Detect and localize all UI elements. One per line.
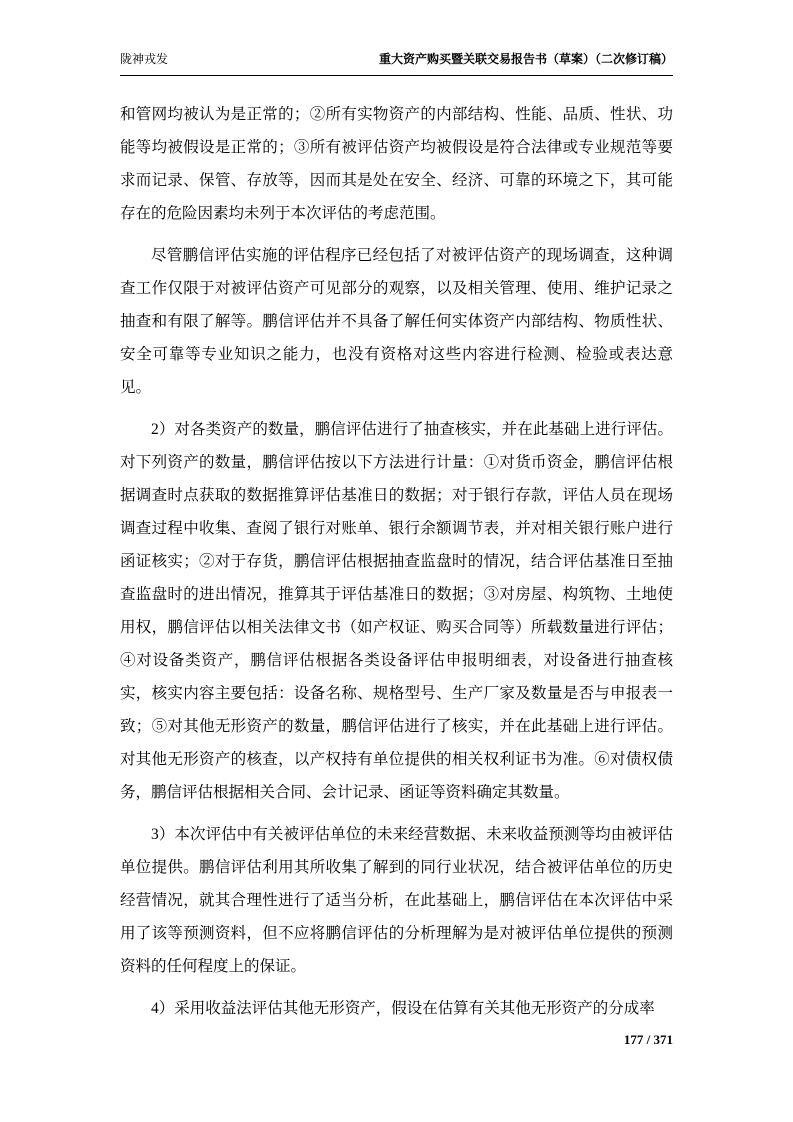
paragraph-2: 尽管鹏信评估实施的评估程序已经包括了对被评估资产的现场调查，这种调查工作仅限于对被评估资产可见部分的观察，以及相关管理、使用、维护记录之抽查和有限了解等。鹏信评估并不具备了解任何实体资产内部结构、物质性状、安全可靠等专业知识之能力，也没有资格对这些内容进行检测、检验或表达意见。 xyxy=(120,247,673,396)
page-header xyxy=(120,50,673,76)
header-report-title: 重大资产购买暨关联交易报告书（草案）（二次修订稿） xyxy=(378,52,673,66)
page-number: 177 / 371 xyxy=(623,1032,673,1047)
header-company-name: 陇神戎发 xyxy=(120,52,169,66)
page-footer xyxy=(624,1032,673,1048)
paragraph-3: 2）对各类资产的数量，鹏信评估进行了抽查核实，并在此基础上进行评估。对下列资产的数量，鹏信评估按以下方法进行计量：①对货币资金，鹏信评估根据调查时点获取的数据推算评估基准日的数据；对于银行存款，评估人员在现场调查过程中收集、查阅了银行对账单、银行余额调节表，并对相关银行账户进行函证核实；②对于存货，鹏信评估根据抽查监盘时的情况，结合评估基准日至抽查监盘时的进出情况，推算其于评估基准日的数据；③对房屋、构筑物、土地使用权，鹏信评估以相关法律文书（如产权证、购买合同等）所载数量进行评估；④对设备类资产，鹏信评估根据各类设备评估申报明细表，对设备进行抽查核实，核实内容主要包括：设备名称、规格型号、生产厂家及数量是否与申报表一致；⑤对其他无形资产的数量，鹏信评估进行了核实，并在此基础上进行评估。对其他无形资产的核查，以产权持有单位提供的相关权利证书为准。⑥对债权债务，鹏信评估根据相关合同、会计记录、函证等资料确定其数量。 xyxy=(120,421,673,801)
paragraph-1: 和管网均被认为是正常的；②所有实物资产的内部结构、性能、品质、性状、功能等均被假设是正常的；③所有被评估资产均被假设是符合法律或专业规范等要求而记录、保管、存放等，因而其是处在安全、经济、可靠的环境之下，其可能存在的危险因素均未列于本次评估的考虑范围。 xyxy=(120,106,673,222)
paragraph-5: 4）采用收益法评估其他无形资产，假设在估算有关其他无形资产的分成率 xyxy=(151,1000,655,1017)
paragraph-4: 3）本次评估中有关被评估单位的未来经营数据、未来收益预测等均由被评估单位提供。鹏信评估利用其所收集了解到的同行业状况，结合被评估单位的历史经营情况，就其合理性进行了适当分析，在此基础上，鹏信评估在本次评估中采用了该等预测资料，但不应将鹏信评估的分析理解为是对被评估单位提供的预测资料的任何程度上的保证。 xyxy=(120,826,673,975)
document-body xyxy=(120,98,673,1025)
